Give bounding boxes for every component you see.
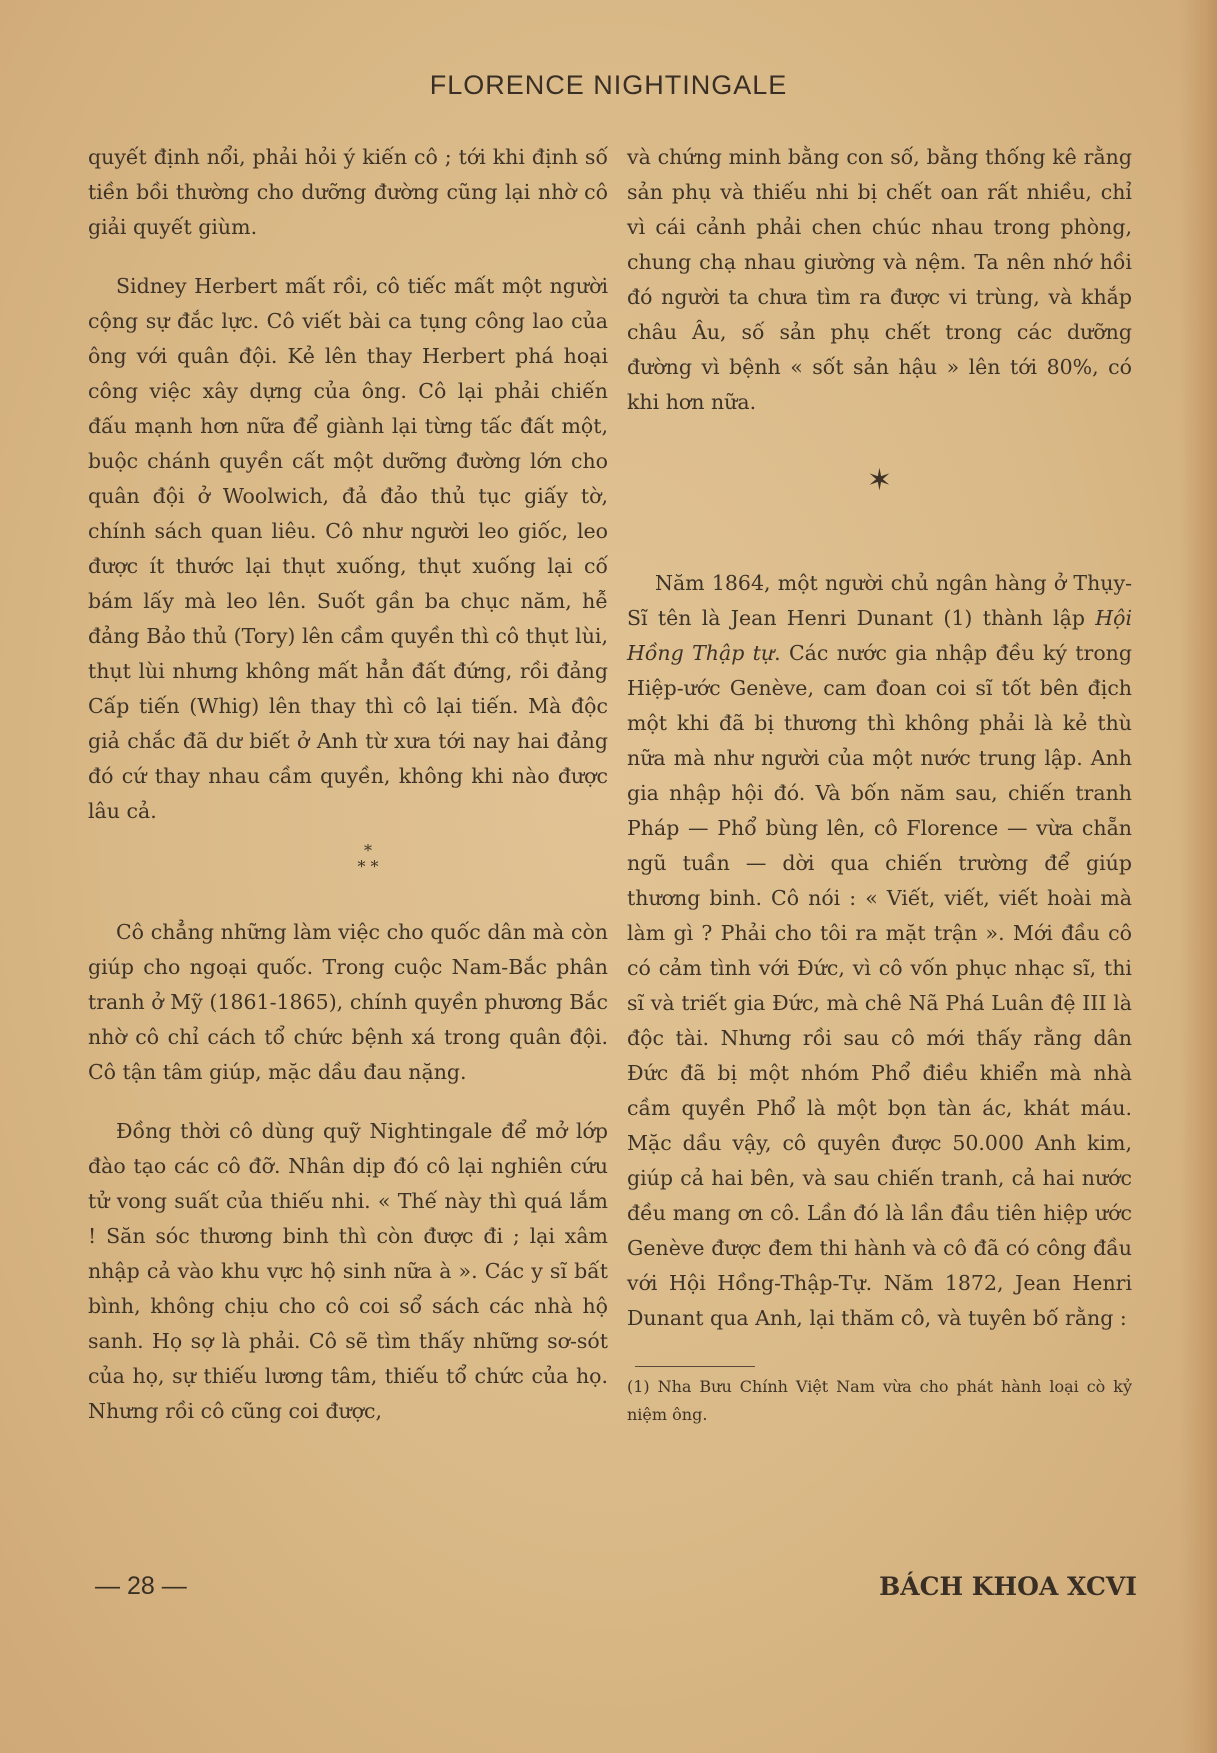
footnote: (1) Nha Bưu Chính Việt Nam vừa cho phát hành loại cò kỷ niệm ông. (627, 1377, 1132, 1424)
page-number: — 28 — (95, 1572, 187, 1600)
paragraph: và chứng minh bằng con số, bằng thống kê rằng sản phụ và thiếu nhi bị chết oan rất nhiều, chỉ vì cái cảnh phải chen chúc nhau trong phòng, chung chạ nhau giường và nệm. Ta nên nhớ hồi đó người ta chưa tìm ra được vi trùng, và khắp châu Âu, số sản phụ chết trong các dưỡng đường vì bệnh « sốt sản hậu » lên tới 80%, có khi hơn nữa. (627, 145, 1132, 414)
running-header: FLORENCE NIGHTINGALE (429, 70, 788, 100)
right-column (627, 140, 1132, 1429)
emphasis-text: Hội Hồng Thập tự (627, 606, 1132, 665)
publication-name: BÁCH KHOA XCVI (879, 1572, 1137, 1601)
footnote-rule (635, 1366, 755, 1367)
paragraph-text: Năm 1864, một người chủ ngân hàng ở Thụy-Sĩ tên là Jean Henri Dunant (1) thành lập (627, 571, 1132, 630)
page-edge (1179, 0, 1217, 1753)
paragraph: Sidney Herbert mất rồi, cô tiếc mất một người cộng sự đắc lực. Cô viết bài ca tụng công lao của ông với quân đội. Kẻ lên thay Herbert phá hoại công việc xây dựng của ông. Cô lại phải chiến đấu mạnh hơn nữa để giành lại từng tấc đất một, buộc chánh quyền cất một dưỡng đường lớn cho quân đội ở Woolwich, đả đảo thủ tục giấy tờ, chính sách quan liêu. Cô như người leo giốc, leo được ít thước lại thụt xuống, thụt xuống lại cố bám lấy mà leo lên. Suốt gần ba chục năm, hễ đảng Bảo thủ (Tory) lên cầm quyền thì cô thụt lùi, thụt lùi nhưng không mất hẳn đất đứng, rồi đảng Cấp tiến (Whig) lên thay thì cô lại tiến. Mà độc giả chắc đã dư biết ở Anh từ xưa tới nay hai đảng đó cứ thay nhau cầm quyền, không khi nào được lâu cả. (88, 274, 608, 823)
left-column (88, 140, 608, 1429)
paragraph: Cô chẳng những làm việc cho quốc dân mà còn giúp cho ngoại quốc. Trong cuộc Nam-Bắc phân tranh ở Mỹ (1861-1865), chính quyền phương Bắc nhờ cô chỉ cách tổ chức bệnh xá trong quân đội. Cô tận tâm giúp, mặc dầu đau nặng. (88, 920, 608, 1084)
paragraph: Đồng thời cô dùng quỹ Nightingale để mở lớp đào tạo các cô đỡ. Nhân dịp đó cô lại nghiên cứu tử vong suất của thiếu nhi. « Thế này thì quá lắm ! Săn sóc thương binh thì còn được đi ; lại xâm nhập cả vào khu vực hộ sinh nữa à ». Các y sĩ bất bình, không chịu cho cô coi sổ sách các nhà hộ sanh. Họ sợ là phải. Cô sẽ tìm thấy những sơ-sót của họ, sự thiếu lương tâm, thiếu tổ chức của họ. Nhưng rồi cô cũng coi được, (88, 1119, 608, 1423)
section-separator (128, 843, 608, 875)
paragraph: quyết định nổi, phải hỏi ý kiến cô ; tới khi định số tiền bồi thường cho dưỡng đường cũng lại nhờ cô giải quyết giùm. (88, 145, 608, 239)
section-separator-star: ✶ (866, 463, 893, 498)
paragraph-text: . Các nước gia nhập đều ký trong Hiệp-ước Genève, cam đoan coi sĩ tốt bên địch một khi đã bị thương thì không phải là kẻ thù nữa mà như người của một nước trung lập. Anh gia nhập hội đó. Và bốn năm sau, chiến tranh Pháp — Phổ bùng lên, cô Florence — vừa chẵn ngũ tuần — dời qua chiến trường để giúp thương binh. Cô nói : « Viết, viết, viết hoài mà làm gì ? Phải cho tôi ra mặt trận ». Mới đầu cô có cảm tình với Đức, vì cô vốn phục nhạc sĩ, thi sĩ và triết gia Đức, mà chê Nã Phá Luân đệ III là độc tài. Nhưng rồi sau cô mới thấy rằng dân Đức đã bị một nhóm Phổ điều khiển mà nhà cầm quyền Phổ là một bọn tàn ác, khát máu. Mặc dầu vậy, cô quyên được 50.000 Anh kim, giúp cả hai bên, và sau chiến tranh, cả hai nước đều mang ơn cô. Lần đó là lần đầu tiên hiệp ước Genève được đem thi hành và cô đã có công đầu với Hội Hồng-Thập-Tự. Năm 1872, Jean Henri Dunant qua Anh, lại thăm cô, và tuyên bố rằng : (627, 641, 1132, 1330)
paragraph (627, 566, 1132, 1336)
separator-stars: * * * (357, 841, 379, 876)
